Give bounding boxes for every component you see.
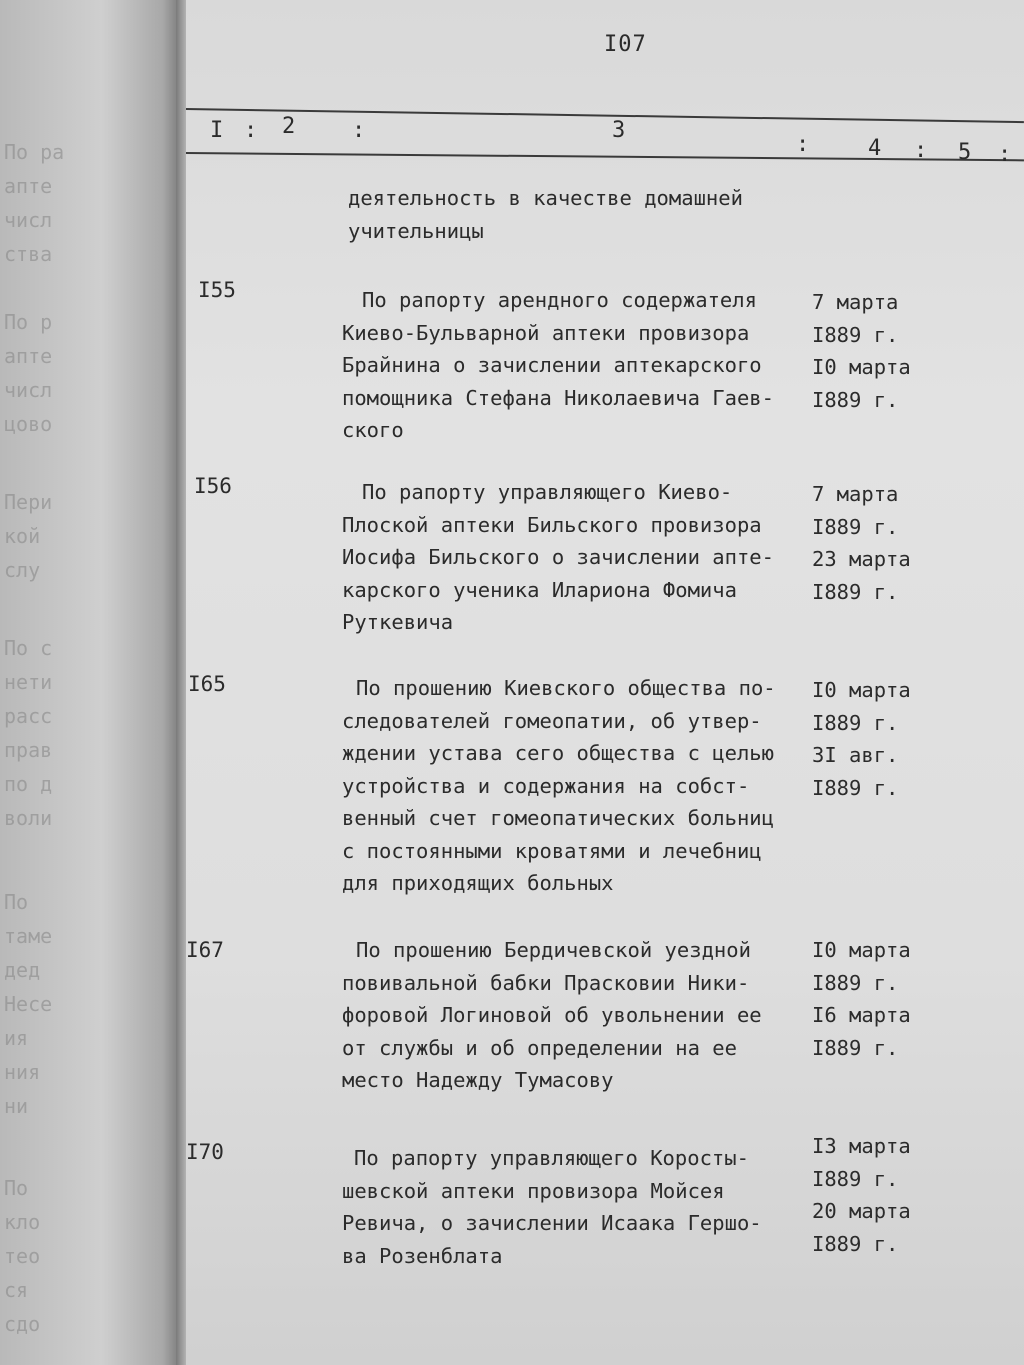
facing-page-text: ства: [4, 242, 53, 266]
entry-dates: [812, 286, 962, 416]
entry-number: I55: [198, 278, 236, 302]
text-line: с постоянными кроватями и лечебниц: [342, 838, 762, 863]
date-line: I889 г.: [812, 1166, 899, 1191]
text-line: ва Розенблата: [342, 1243, 503, 1268]
facing-page-text: воли: [4, 806, 53, 830]
date-line: I3 марта: [812, 1134, 911, 1158]
text-line: шевской аптеки провизора Мойсея: [342, 1178, 725, 1203]
facing-page-text: ся: [4, 1278, 29, 1302]
date-line: 7 марта: [812, 290, 899, 314]
facing-page-text: По р: [4, 310, 53, 334]
facing-page-text: ни: [4, 1094, 29, 1118]
facing-page-text: нети: [4, 670, 53, 694]
column-separator: :: [796, 132, 810, 157]
date-line: I889 г.: [812, 1035, 899, 1060]
text-line: форовой Логиновой об увольнении ее: [342, 1003, 762, 1027]
date-line: I889 г.: [812, 322, 899, 347]
text-line: деятельность в качестве домашней: [348, 186, 743, 210]
date-line: I889 г.: [812, 710, 899, 735]
facing-page-text: кой: [4, 524, 41, 548]
entry-dates: [812, 478, 962, 608]
column-header-2: 2: [282, 114, 296, 139]
entry-dates: [812, 934, 962, 1064]
text-line: учительницы: [348, 218, 484, 243]
facing-page-text: слу: [4, 558, 41, 582]
date-line: I889 г.: [812, 775, 899, 800]
text-line: Киево-Бульварной аптеки провизора: [342, 320, 750, 345]
facing-page-text: цово: [4, 412, 53, 436]
facing-page: [0, 0, 185, 1365]
text-line: ского: [342, 418, 404, 442]
text-line: карского ученика Илариона Фомича: [342, 577, 737, 602]
text-line: следователей гомеопатии, об утвер-: [342, 708, 762, 733]
facing-page-text: апте: [4, 174, 53, 198]
facing-page-text: По ра: [4, 140, 65, 164]
entry-description: [342, 284, 822, 447]
column-header-5: 5: [958, 140, 972, 165]
text-line: место Надежду Тумасову: [342, 1068, 614, 1092]
facing-page-text: дед: [4, 958, 41, 982]
text-line: ждении устава сего общества с целью: [342, 741, 774, 765]
text-line: По рапорту управляющего Коросты-: [354, 1146, 749, 1170]
page-number: I07: [604, 32, 647, 57]
date-line: I0 марта: [812, 938, 911, 962]
entry-description: [342, 934, 822, 1097]
facing-page-text: кло: [4, 1210, 41, 1234]
date-line: I889 г.: [812, 387, 899, 412]
date-line: 20 марта: [812, 1199, 911, 1223]
document-page: [186, 0, 1024, 1365]
date-line: I889 г.: [812, 579, 899, 604]
column-header-3: 3: [612, 118, 626, 143]
facing-page-text: По: [4, 890, 29, 914]
facing-page-text: апте: [4, 344, 53, 368]
entry-description: [342, 672, 822, 900]
text-line: По прошению Киевского общества по-: [356, 676, 776, 700]
entry-description: [342, 1142, 822, 1272]
facing-page-text: По с: [4, 636, 53, 660]
facing-page-text: Несе: [4, 992, 53, 1016]
facing-page-text: по д: [4, 772, 53, 796]
date-line: I0 марта: [812, 678, 911, 702]
column-separator: :: [352, 118, 366, 143]
entry-dates: [812, 674, 962, 804]
entry-number: I56: [194, 474, 232, 498]
facing-page-text: прав: [4, 738, 53, 762]
facing-page-text: тео: [4, 1244, 41, 1268]
date-line: 3I авг.: [812, 743, 899, 767]
text-line: Иосифа Бильского о зачислении апте-: [342, 545, 774, 569]
column-separator: :: [914, 138, 928, 163]
text-line: от службы и об определении на ее: [342, 1035, 737, 1060]
entry-number: I65: [188, 672, 226, 696]
text-line: Плоской аптеки Бильского провизора: [342, 512, 762, 537]
facing-page-text: По: [4, 1176, 29, 1200]
text-line: венный счет гомеопатических больниц: [342, 806, 774, 830]
text-line: Ревича, о зачислении Исаака Гершо-: [342, 1211, 762, 1235]
date-line: 7 марта: [812, 482, 899, 506]
date-line: 23 марта: [812, 547, 911, 571]
text-line: По рапорту управляющего Киево-: [362, 480, 733, 504]
text-line: Руткевича: [342, 610, 454, 634]
facing-page-text: Пери: [4, 490, 53, 514]
facing-page-text: ния: [4, 1060, 41, 1084]
column-header-1: I: [210, 118, 224, 143]
date-line: I889 г.: [812, 970, 899, 995]
entry-number: I67: [186, 938, 224, 962]
header-rule-bottom: [186, 152, 1024, 161]
text-line: для приходящих больных: [342, 871, 614, 895]
date-line: I6 марта: [812, 1003, 911, 1027]
entry-description: [342, 476, 822, 639]
header-rule-top: [186, 108, 1024, 123]
date-line: I0 марта: [812, 355, 911, 379]
facing-page-text: ия: [4, 1026, 29, 1050]
column-header-4: 4: [868, 136, 882, 161]
text-line: помощника Стефана Николаевича Гаев-: [342, 385, 774, 410]
facing-page-text: таме: [4, 924, 53, 948]
date-line: I889 г.: [812, 1231, 899, 1256]
text-line: По рапорту арендного содержателя: [362, 288, 757, 312]
text-line: Брайнина о зачислении аптекарского: [342, 353, 762, 377]
text-line: По прошению Бердичевской уездной: [356, 938, 751, 962]
column-separator: :: [998, 142, 1012, 167]
facing-page-text: сдо: [4, 1312, 41, 1336]
date-line: I889 г.: [812, 514, 899, 539]
facing-page-text: расс: [4, 704, 53, 728]
entry-dates: [812, 1130, 962, 1260]
facing-page-text: числ: [4, 378, 53, 402]
text-line: устройства и содержания на собст-: [342, 773, 750, 798]
facing-page-text: числ: [4, 208, 53, 232]
text-line: повивальной бабки Прасковии Ники-: [342, 970, 750, 995]
column-separator: :: [244, 118, 258, 143]
entry-number: I70: [186, 1140, 224, 1164]
continuation-text: [348, 182, 828, 247]
